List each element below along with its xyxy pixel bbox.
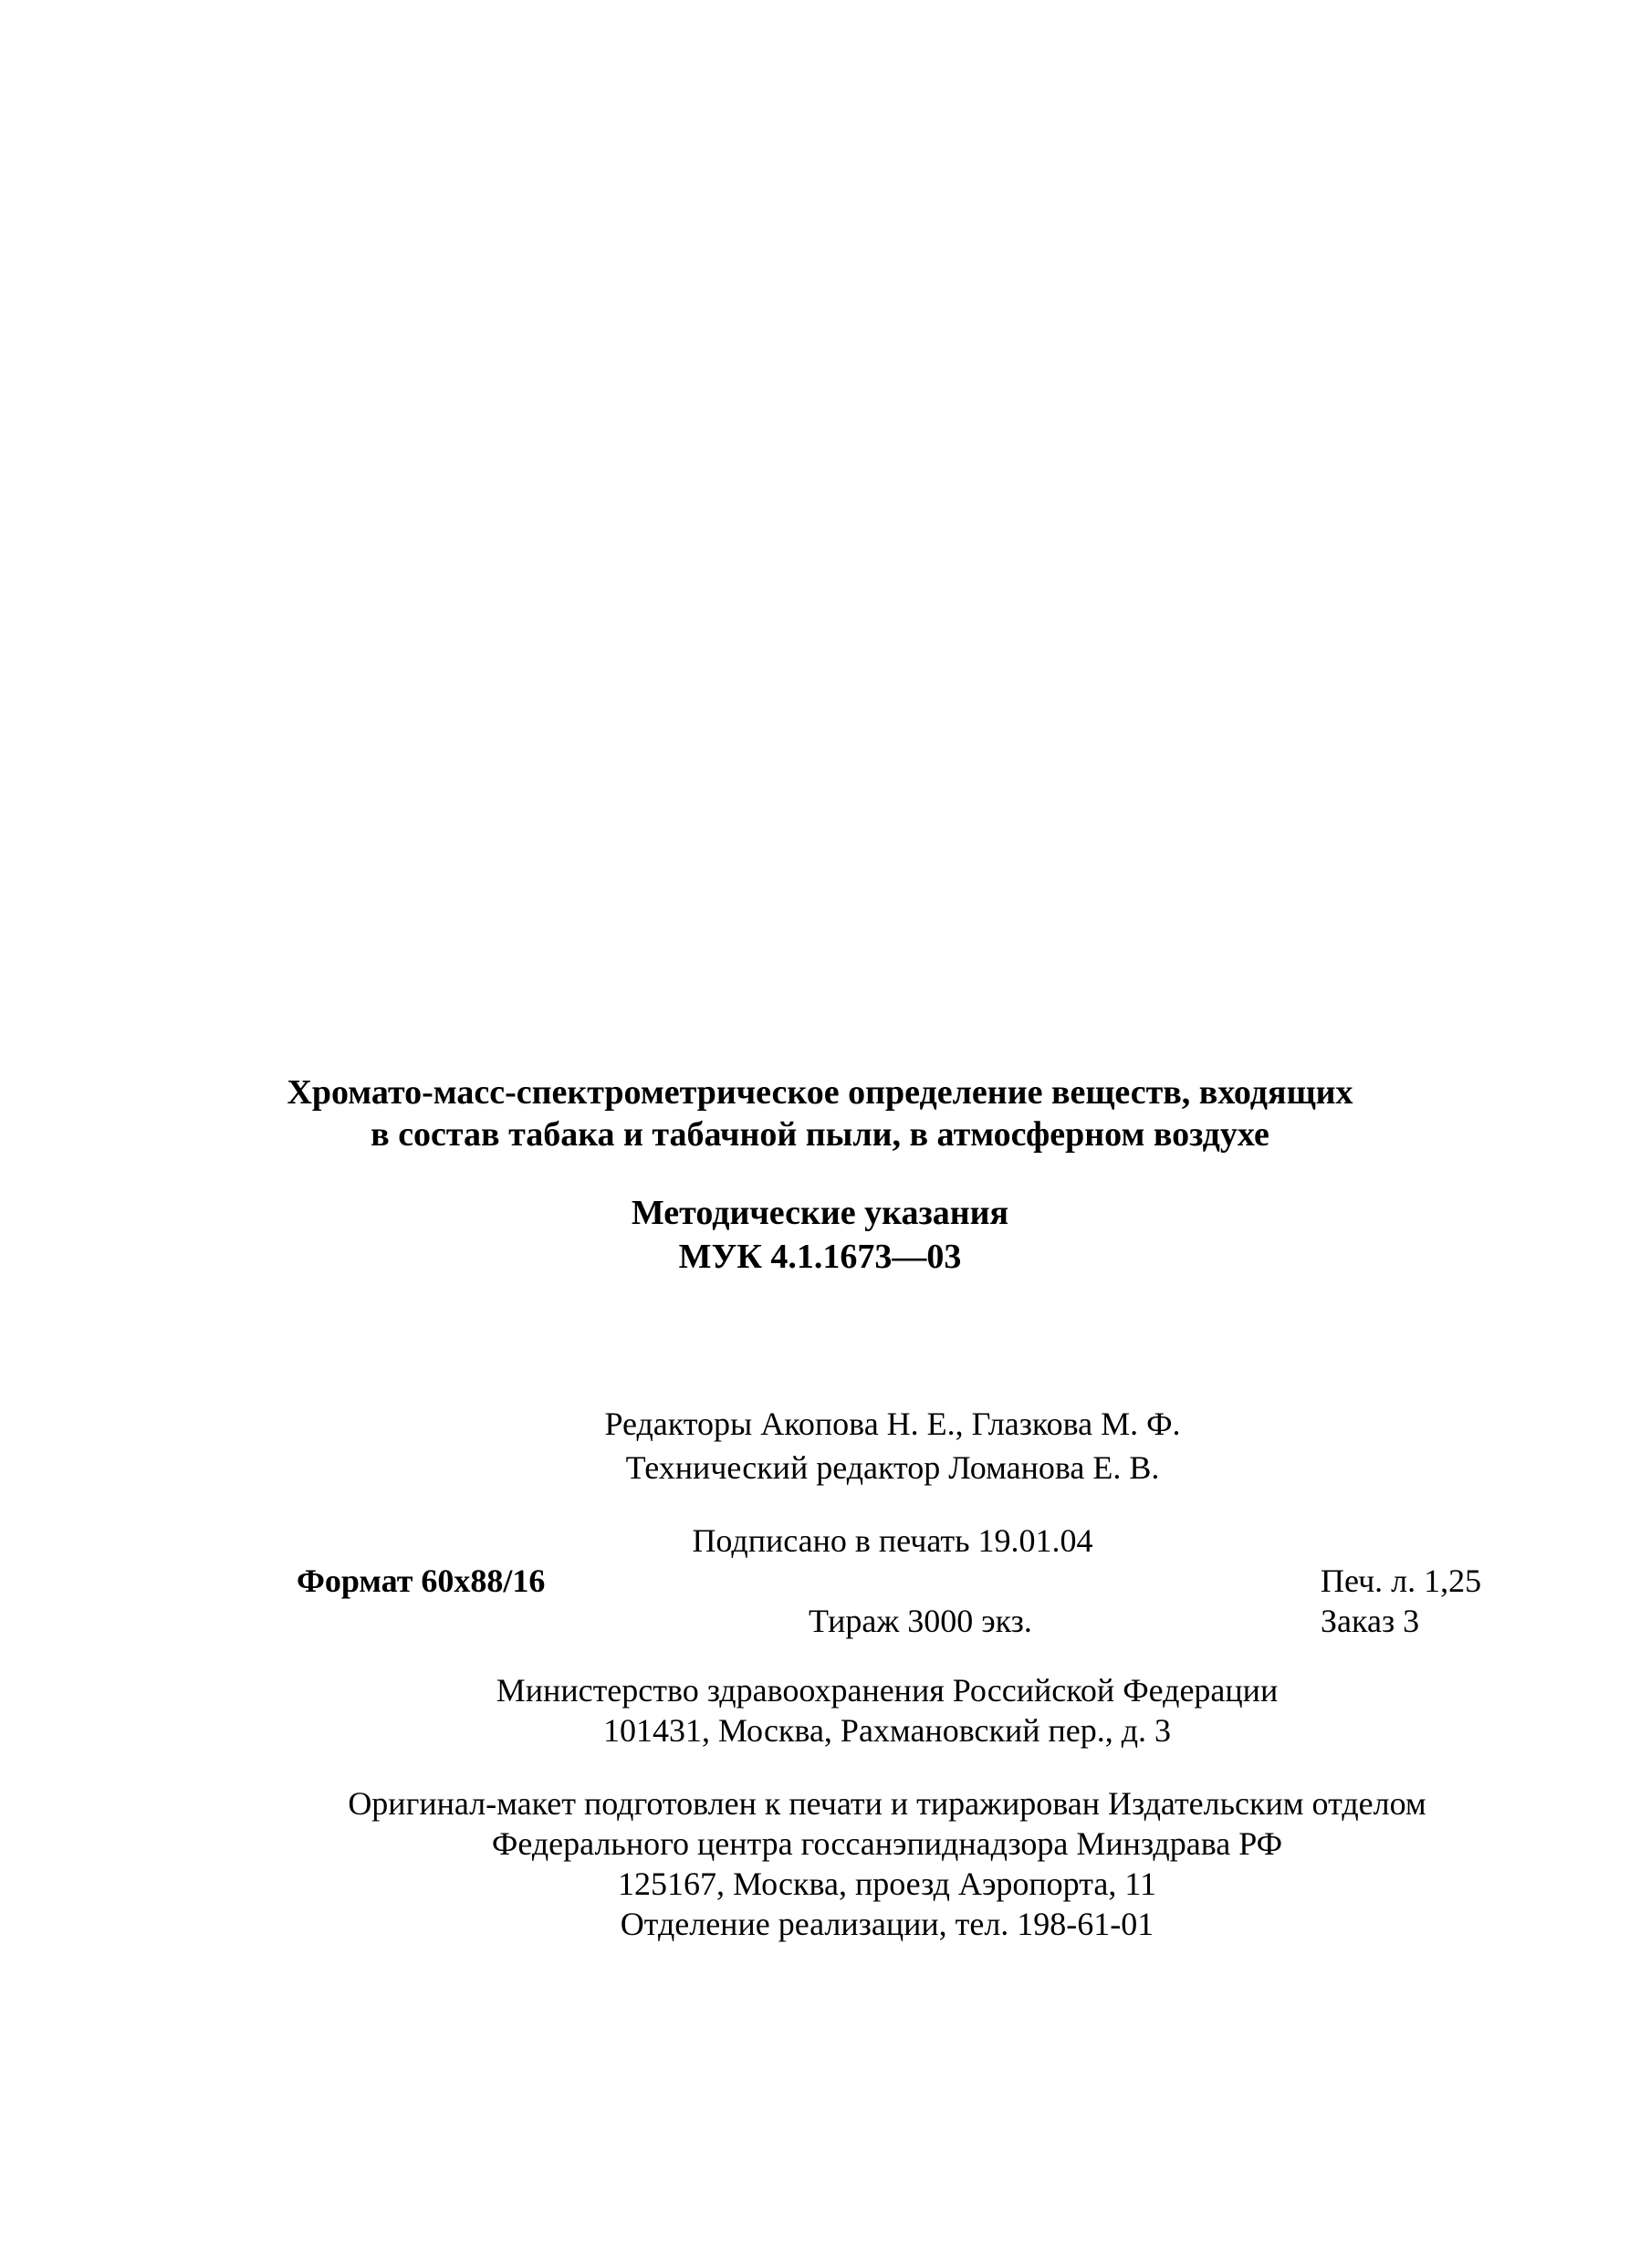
document-title-line-1: Хромато-масс-спектрометрическое определение веществ, входящих [287,1073,1353,1112]
order-number: Заказ 3 [1321,1603,1420,1639]
technical-editor: Технический редактор Ломанова Е. В. [625,1449,1160,1486]
publisher-name: Министерство здравоохранения Российской Федерации [496,1672,1279,1709]
editors: Редакторы Акопова Н. Е., Глазкова М. Ф. [604,1406,1181,1442]
paper-format: Формат 60x88/16 [297,1563,546,1599]
printer-line-1: Оригинал-макет подготовлен к печати и тиражирован Издательским отделом [348,1785,1426,1822]
printed-sheets: Печ. л. 1,25 [1321,1563,1482,1599]
circulation: Тираж 3000 экз. [809,1603,1032,1639]
publisher-address: 101431, Москва, Рахмановский пер., д. 3 [602,1712,1172,1749]
document-code: МУК 4.1.1673—03 [678,1238,962,1276]
document-title-line-2: в состав табака и табачной пыли, в атмосферном воздухе [371,1115,1269,1154]
document-type: Методические указания [631,1194,1009,1232]
printer-line-2: Федерального центра госсанэпиднадзора Минздрава РФ [491,1825,1283,1862]
signed-for-print: Подписано в печать 19.01.04 [692,1522,1093,1559]
sales-department-phone: Отделение реализации, тел. 198-61-01 [620,1906,1154,1942]
printer-address: 125167, Москва, проезд Аэропорта, 11 [617,1866,1157,1902]
